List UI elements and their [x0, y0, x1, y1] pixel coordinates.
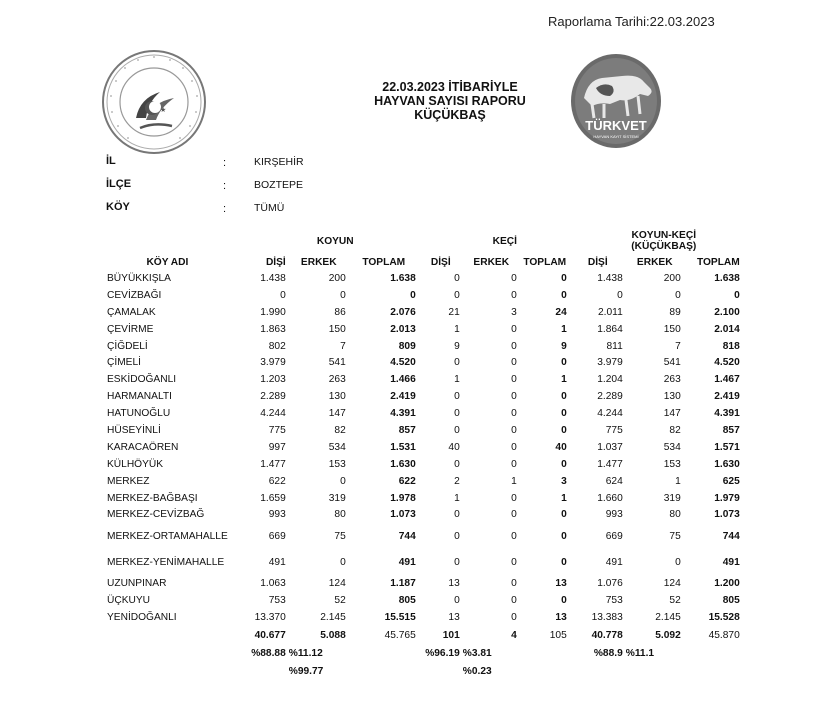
count-cell: 82	[334, 424, 346, 436]
count-cell: 9	[561, 340, 567, 352]
count-cell: 0	[454, 408, 460, 420]
count-cell: 147	[663, 408, 681, 420]
count-cell: 52	[334, 595, 346, 607]
total-cell: 40.778	[591, 629, 623, 641]
col-kk-disi: DİŞİ	[587, 256, 608, 268]
count-cell: 1.203	[260, 374, 286, 386]
count-cell: 15.528	[708, 612, 740, 624]
count-cell: 0	[561, 530, 567, 542]
count-cell: 9	[454, 340, 460, 352]
pct-kk-erkek: %11.1	[625, 647, 655, 659]
count-cell: 0	[511, 289, 517, 301]
ministry-seal-logo	[100, 48, 208, 156]
count-cell: 82	[669, 424, 681, 436]
count-cell: 150	[663, 323, 681, 335]
total-cell: 5.092	[655, 629, 681, 641]
count-cell: 805	[398, 595, 416, 607]
count-cell: 622	[398, 475, 416, 487]
col-koyun-toplam: TOPLAM	[362, 256, 406, 268]
column-header-row	[104, 254, 743, 270]
count-cell: 2.013	[390, 323, 416, 335]
count-cell: 744	[722, 530, 740, 542]
count-cell: 130	[663, 391, 681, 403]
count-cell: 21	[448, 306, 460, 318]
count-cell: 200	[328, 272, 346, 284]
count-cell: 1.638	[390, 272, 416, 284]
count-cell: 0	[561, 509, 567, 521]
village-name: KARACAÖREN	[107, 441, 179, 453]
percent-row-1	[104, 644, 743, 662]
count-cell: 1.477	[260, 458, 286, 470]
count-cell: 4.391	[714, 408, 740, 420]
col-koy-adi: KÖY ADI	[146, 256, 189, 268]
village-name: MERKEZ-CEVİZBAĞ	[107, 509, 205, 521]
table-row	[104, 354, 743, 371]
table-row	[104, 523, 743, 549]
count-cell: 4.391	[390, 408, 416, 420]
count-cell: 1.438	[260, 272, 286, 284]
group-keci: KEÇİ	[492, 235, 517, 247]
count-cell: 0	[561, 458, 567, 470]
count-cell: 2.011	[598, 306, 623, 318]
count-cell: 1.630	[390, 458, 416, 470]
count-cell: 0	[340, 289, 346, 301]
count-cell: 669	[605, 530, 623, 542]
count-cell: 3	[511, 306, 517, 318]
count-cell: 0	[511, 441, 517, 453]
count-cell: 753	[268, 595, 286, 607]
turkvet-text: TÜRKVET	[585, 118, 647, 133]
count-cell: 0	[454, 595, 460, 607]
count-cell: 1.438	[597, 272, 623, 284]
count-cell: 857	[398, 424, 416, 436]
pct-keci-erkek: %3.81	[462, 647, 492, 659]
village-name: CEVİZBAĞI	[107, 289, 162, 301]
title-line-1: 22.03.2023 İTİBARİYLE	[382, 80, 518, 94]
count-cell: 0	[410, 289, 416, 301]
count-cell: 0	[561, 424, 567, 436]
count-cell: 7	[340, 340, 346, 352]
col-kk-toplam: TOPLAM	[696, 256, 740, 268]
count-cell: 150	[328, 323, 346, 335]
group-header-row	[104, 228, 743, 254]
table-row	[104, 270, 743, 287]
count-cell: 7	[675, 340, 681, 352]
count-cell: 0	[511, 530, 517, 542]
ilce-colon: :	[223, 180, 227, 192]
pct-keci-share: %0.23	[462, 665, 492, 677]
table-row	[104, 575, 743, 592]
count-cell: 0	[561, 391, 567, 403]
count-cell: 0	[454, 289, 460, 301]
village-name: BÜYÜKKIŞLA	[107, 272, 171, 284]
count-cell: 0	[511, 458, 517, 470]
count-cell: 13	[555, 578, 567, 590]
count-cell: 0	[511, 272, 517, 284]
count-cell: 13	[555, 612, 567, 624]
count-cell: 147	[328, 408, 346, 420]
count-cell: 2.100	[714, 306, 740, 318]
count-cell: 802	[268, 340, 286, 352]
count-cell: 1.073	[714, 509, 740, 521]
count-cell: 0	[454, 556, 460, 568]
col-keci-erkek: ERKEK	[473, 256, 510, 268]
village-name: ÇAMALAK	[107, 306, 156, 318]
village-name: ÇİMELİ	[107, 357, 141, 369]
count-cell: 0	[454, 458, 460, 470]
count-cell: 4.520	[714, 357, 740, 369]
count-cell: 0	[561, 272, 567, 284]
count-cell: 809	[398, 340, 416, 352]
count-cell: 2.076	[390, 306, 416, 318]
count-cell: 0	[511, 509, 517, 521]
count-cell: 0	[511, 492, 517, 504]
count-cell: 0	[454, 509, 460, 521]
table-row	[104, 549, 743, 575]
title-line-3: KÜÇÜKBAŞ	[414, 108, 486, 122]
count-cell: 319	[663, 492, 681, 504]
count-cell: 1.073	[390, 509, 416, 521]
pct-koyun-disi: %88.88	[251, 647, 286, 659]
count-cell: 0	[511, 556, 517, 568]
count-cell: 1.979	[714, 492, 740, 504]
count-cell: 130	[328, 391, 346, 403]
ilce-label: İLÇE	[106, 178, 132, 190]
village-name: MERKEZ-YENİMAHALLE	[107, 556, 225, 568]
report-title	[330, 80, 570, 122]
count-cell: 52	[669, 595, 681, 607]
count-cell: 997	[268, 441, 286, 453]
count-cell: 0	[454, 530, 460, 542]
svg-text:★: ★	[160, 106, 167, 114]
village-name: ESKİDOĞANLI	[107, 374, 177, 386]
total-cell: 4	[511, 629, 517, 641]
table-row	[104, 287, 743, 304]
village-name: MERKEZ-BAĞBAŞI	[107, 492, 198, 504]
col-keci-toplam: TOPLAM	[523, 256, 567, 268]
count-cell: 491	[722, 556, 740, 568]
table-row	[104, 506, 743, 523]
table-row	[104, 371, 743, 388]
count-cell: 13.370	[254, 612, 286, 624]
table-row	[104, 490, 743, 507]
count-cell: 2	[454, 475, 460, 487]
village-name: ÇEVİRME	[107, 323, 154, 335]
pct-kk-disi: %88.9	[593, 647, 623, 659]
count-cell: 2.289	[260, 391, 286, 403]
count-cell: 153	[663, 458, 681, 470]
count-cell: 263	[663, 374, 681, 386]
koy-label: KÖY	[106, 201, 130, 213]
count-cell: 0	[511, 578, 517, 590]
turkvet-logo	[570, 52, 662, 150]
count-cell: 1.863	[260, 323, 286, 335]
count-cell: 0	[617, 289, 623, 301]
village-name: ÜÇKUYU	[107, 595, 151, 607]
il-label: İL	[106, 155, 116, 167]
count-cell: 0	[454, 272, 460, 284]
count-cell: 2.145	[320, 612, 346, 624]
count-cell: 1.204	[597, 374, 623, 386]
count-cell: 491	[398, 556, 416, 568]
report-date: Raporlama Tarihi:22.03.2023	[548, 14, 715, 29]
table-row	[104, 592, 743, 609]
count-cell: 0	[454, 391, 460, 403]
count-cell: 1	[561, 492, 567, 504]
count-cell: 818	[722, 340, 740, 352]
count-cell: 40	[448, 441, 460, 453]
percent-row-2	[104, 662, 743, 680]
count-cell: 0	[561, 289, 567, 301]
count-cell: 0	[561, 556, 567, 568]
village-name: HARMANALTI	[107, 391, 172, 403]
count-cell: 75	[334, 530, 346, 542]
count-cell: 1.467	[714, 374, 740, 386]
count-cell: 4.244	[597, 408, 623, 420]
count-cell: 541	[663, 357, 681, 369]
count-cell: 0	[561, 408, 567, 420]
group-koyun-keci-line1: KOYUN-KEÇİ	[631, 230, 697, 241]
table-row	[104, 405, 743, 422]
count-cell: 775	[268, 424, 286, 436]
count-cell: 153	[328, 458, 346, 470]
count-cell: 669	[268, 530, 286, 542]
table-row	[104, 321, 743, 338]
count-cell: 0	[561, 357, 567, 369]
count-cell: 3.979	[260, 357, 286, 369]
table-row	[104, 422, 743, 439]
count-cell: 80	[669, 509, 681, 521]
count-cell: 13.383	[591, 612, 623, 624]
count-cell: 0	[734, 289, 740, 301]
ilce-value: BOZTEPE	[254, 179, 304, 191]
count-cell: 993	[605, 509, 623, 521]
pct-keci-disi: %96.19	[425, 647, 460, 659]
count-cell: 200	[663, 272, 681, 284]
count-cell: 491	[605, 556, 623, 568]
livestock-table	[104, 228, 743, 680]
col-kk-erkek: ERKEK	[636, 256, 673, 268]
group-koyun-keci-line2: (KÜÇÜKBAŞ)	[631, 241, 697, 252]
count-cell: 1	[454, 323, 460, 335]
table-row	[104, 456, 743, 473]
count-cell: 13	[448, 578, 460, 590]
count-cell: 0	[561, 595, 567, 607]
count-cell: 0	[675, 556, 681, 568]
koy-colon: :	[223, 203, 227, 215]
count-cell: 534	[663, 441, 681, 453]
count-cell: 89	[669, 306, 681, 318]
count-cell: 744	[398, 530, 416, 542]
count-cell: 1.187	[390, 578, 416, 590]
count-cell: 775	[605, 424, 623, 436]
village-name: UZUNPINAR	[107, 578, 167, 590]
village-name: HÜSEYİNLİ	[107, 424, 161, 436]
count-cell: 1	[511, 475, 517, 487]
pct-koyun-share: %99.77	[288, 665, 324, 677]
village-name: ÇİĞDELİ	[107, 340, 148, 352]
count-cell: 1	[454, 492, 460, 504]
count-cell: 1.466	[390, 374, 416, 386]
count-cell: 0	[511, 357, 517, 369]
count-cell: 1.063	[260, 578, 286, 590]
count-cell: 1.200	[714, 578, 740, 590]
count-cell: 534	[328, 441, 346, 453]
count-cell: 319	[328, 492, 346, 504]
count-cell: 1.477	[597, 458, 623, 470]
count-cell: 1.037	[597, 441, 623, 453]
count-cell: 75	[669, 530, 681, 542]
il-colon: :	[223, 157, 227, 169]
count-cell: 0	[511, 391, 517, 403]
count-cell: 15.515	[384, 612, 416, 624]
count-cell: 0	[340, 556, 346, 568]
title-line-2: HAYVAN SAYISI RAPORU	[374, 94, 526, 108]
count-cell: 1	[675, 475, 681, 487]
col-koyun-disi: DİŞİ	[265, 256, 286, 268]
count-cell: 0	[511, 340, 517, 352]
village-name: KÜLHÖYÜK	[107, 458, 164, 470]
turkvet-subtext: HAYVAN KAYIT SİSTEMİ	[593, 134, 639, 139]
count-cell: 0	[511, 408, 517, 420]
total-cell: 40.677	[254, 629, 286, 641]
count-cell: 0	[280, 289, 286, 301]
village-name: YENİDOĞANLI	[107, 612, 177, 624]
count-cell: 1.531	[390, 441, 416, 453]
count-cell: 124	[328, 578, 346, 590]
total-cell: 105	[549, 629, 567, 641]
count-cell: 80	[334, 509, 346, 521]
count-cell: 624	[605, 475, 623, 487]
count-cell: 1.571	[714, 441, 740, 453]
count-cell: 0	[511, 612, 517, 624]
count-cell: 1.990	[260, 306, 286, 318]
count-cell: 622	[268, 475, 286, 487]
count-cell: 1.638	[714, 272, 740, 284]
count-cell: 857	[722, 424, 740, 436]
count-cell: 0	[340, 475, 346, 487]
table-row	[104, 609, 743, 626]
count-cell: 2.419	[714, 391, 740, 403]
count-cell: 2.419	[390, 391, 416, 403]
count-cell: 1	[561, 323, 567, 335]
count-cell: 805	[722, 595, 740, 607]
count-cell: 2.289	[597, 391, 623, 403]
koy-value: TÜMÜ	[254, 202, 285, 214]
count-cell: 263	[328, 374, 346, 386]
total-cell: 101	[442, 629, 460, 641]
count-cell: 1.660	[597, 492, 623, 504]
count-cell: 2.145	[655, 612, 681, 624]
table-row	[104, 439, 743, 456]
total-cell: 5.088	[320, 629, 346, 641]
count-cell: 491	[268, 556, 286, 568]
count-cell: 625	[722, 475, 740, 487]
table-row	[104, 304, 743, 321]
count-cell: 1	[561, 374, 567, 386]
table-row	[104, 338, 743, 355]
total-cell: 45.870	[708, 629, 740, 641]
count-cell: 2.014	[714, 323, 740, 335]
count-cell: 1	[454, 374, 460, 386]
group-koyun: KOYUN	[316, 235, 354, 247]
totals-row	[104, 626, 743, 644]
group-koyun-keci	[570, 228, 743, 254]
count-cell: 4.520	[390, 357, 416, 369]
col-keci-disi: DİŞİ	[430, 256, 451, 268]
count-cell: 1.630	[714, 458, 740, 470]
pct-koyun-erkek: %11.12	[288, 647, 323, 659]
count-cell: 4.244	[260, 408, 286, 420]
count-cell: 1.076	[597, 578, 623, 590]
count-cell: 811	[606, 340, 623, 352]
count-cell: 3	[561, 475, 567, 487]
count-cell: 13	[448, 612, 460, 624]
village-name: HATUNOĞLU	[107, 408, 171, 420]
count-cell: 0	[511, 374, 517, 386]
count-cell: 3.979	[597, 357, 623, 369]
count-cell: 993	[268, 509, 286, 521]
total-cell: 45.765	[384, 629, 416, 641]
village-name: MERKEZ-ORTAMAHALLE	[107, 530, 228, 542]
count-cell: 0	[511, 424, 517, 436]
count-cell: 124	[663, 578, 681, 590]
count-cell: 0	[511, 595, 517, 607]
table-row	[104, 388, 743, 405]
count-cell: 1.864	[597, 323, 623, 335]
count-cell: 753	[605, 595, 623, 607]
count-cell: 1.659	[260, 492, 286, 504]
col-koyun-erkek: ERKEK	[300, 256, 337, 268]
count-cell: 0	[454, 424, 460, 436]
village-name: MERKEZ	[107, 475, 150, 487]
count-cell: 0	[675, 289, 681, 301]
count-cell: 86	[334, 306, 346, 318]
count-cell: 1.978	[390, 492, 416, 504]
count-cell: 0	[511, 323, 517, 335]
table-row	[104, 473, 743, 490]
count-cell: 0	[454, 357, 460, 369]
il-value: KIRŞEHİR	[254, 156, 304, 168]
count-cell: 40	[555, 441, 567, 453]
count-cell: 541	[328, 357, 346, 369]
count-cell: 24	[555, 306, 567, 318]
